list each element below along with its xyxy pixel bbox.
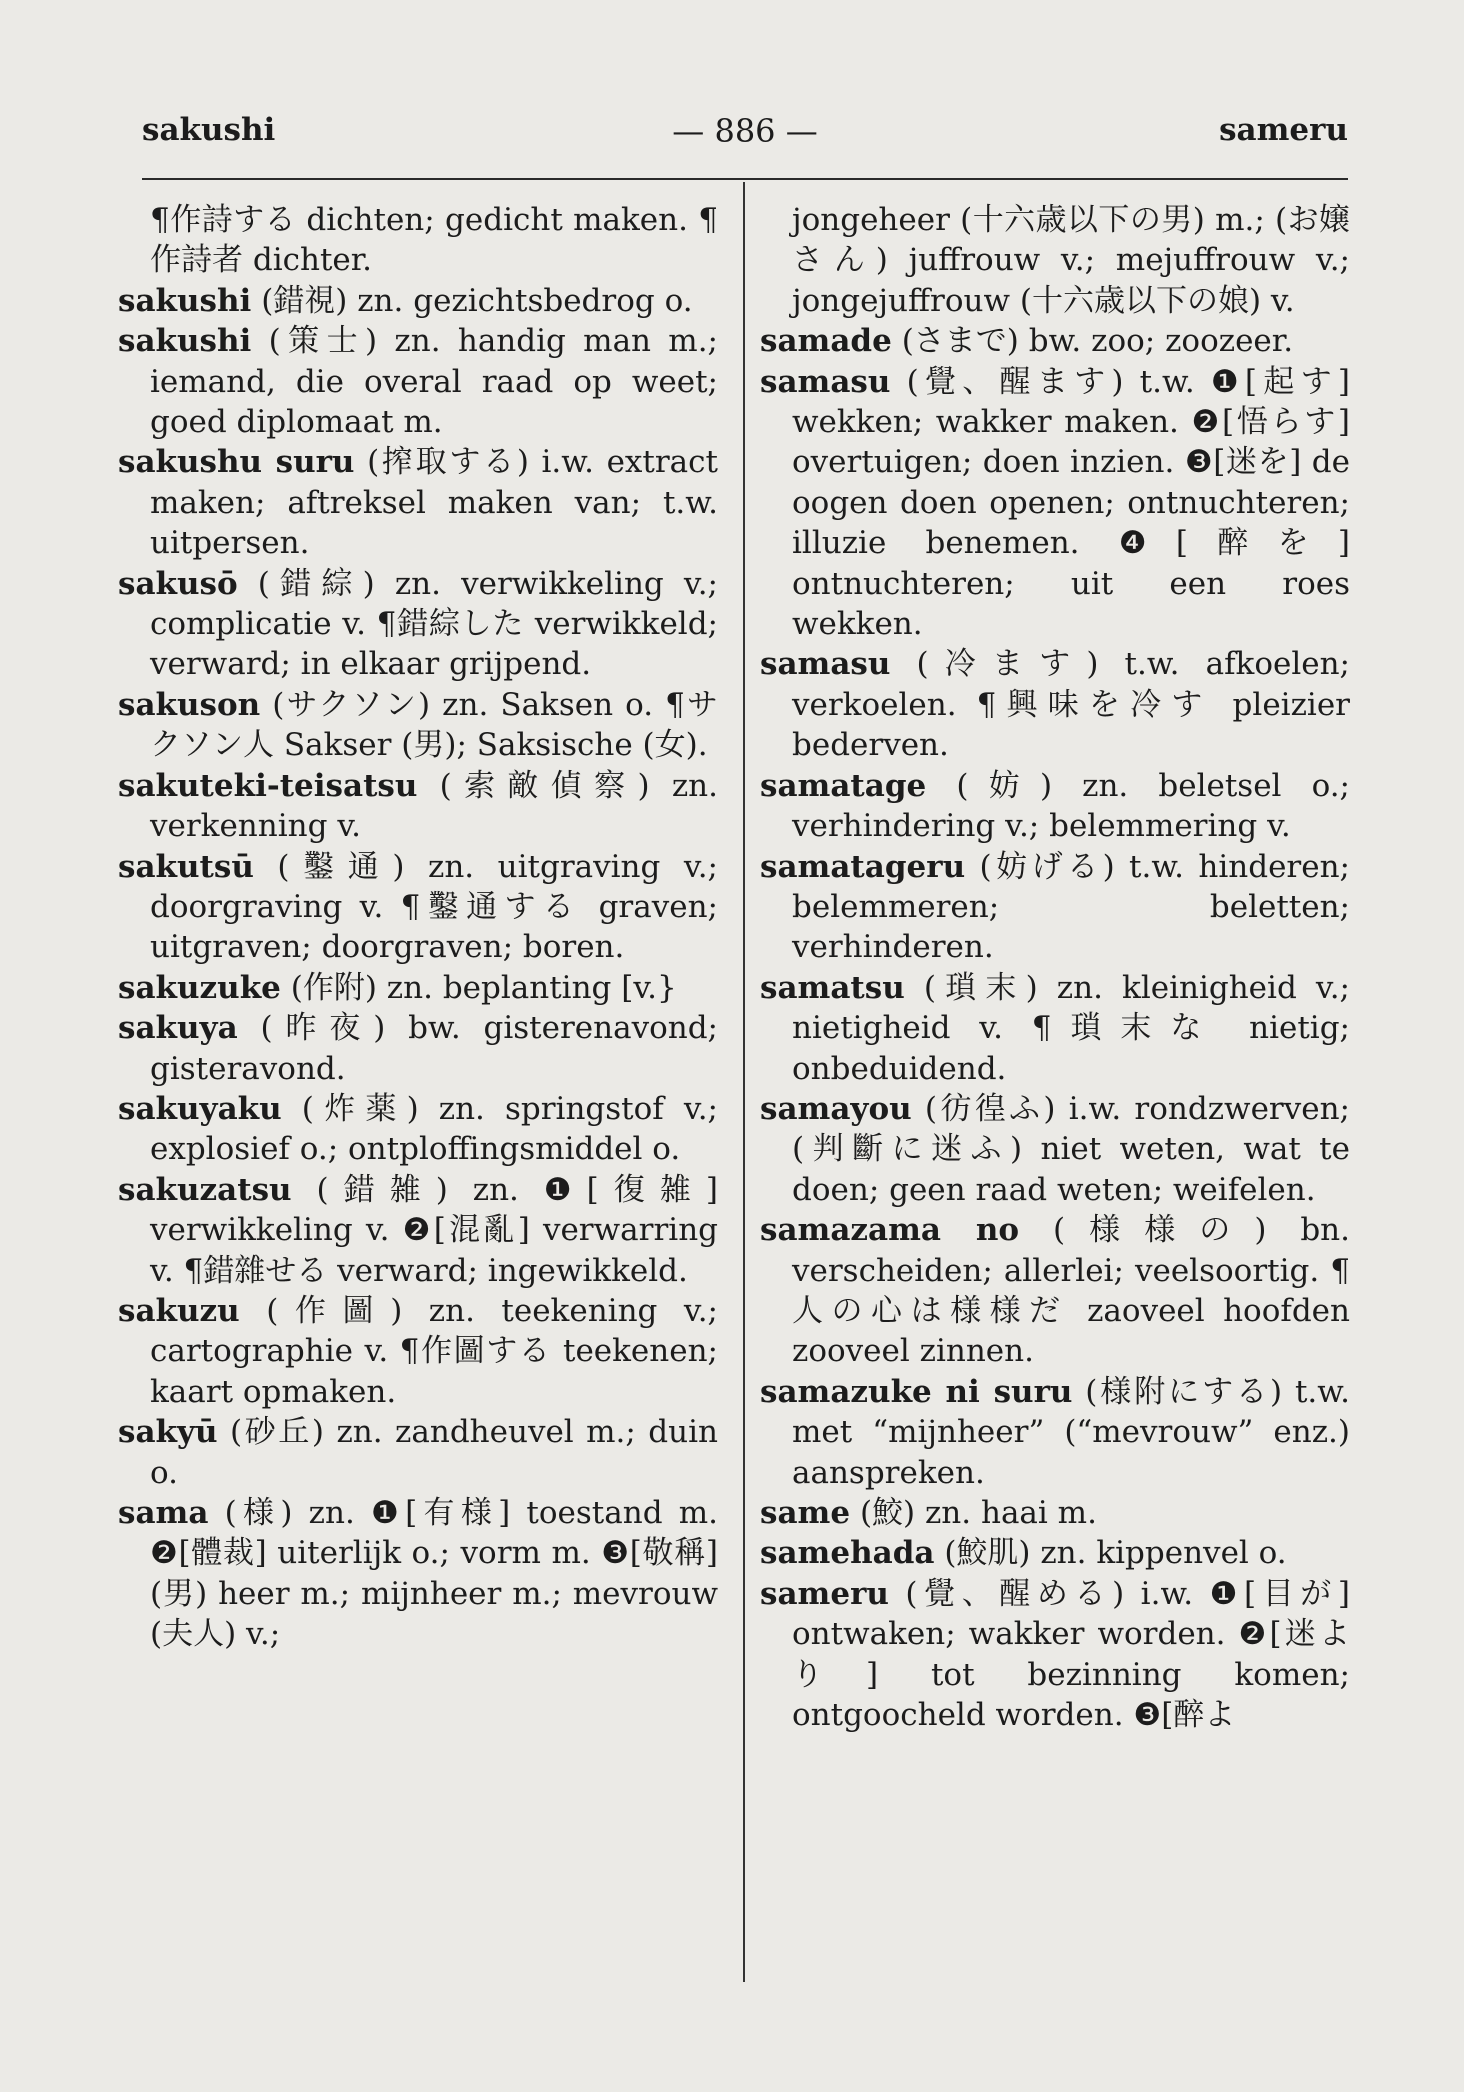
entry-text: jongeheer (十六歳以下の男) m.; (お嬢さん) juffrouw v.; mejuffrouw v.; jongejuffrouw (十六歳以下の娘) v. — [792, 202, 1350, 319]
entry-text: (錯綜) zn. verwikkeling v.; complicatie v. ¶錯綜した verwikkeld; verward; in elkaar grijpend. — [150, 565, 718, 683]
entry-text: (様附にする) t.w. met “mijnheer” (“mevrouw” enz.) aanspreken. — [792, 1373, 1350, 1491]
column-divider — [743, 182, 745, 1982]
entry-text: (冷ます) t.w. afkoelen; verkoelen. ¶興味を冷す pleizier bederven. — [792, 646, 1351, 764]
entry-text: (様) zn. ❶[有様] toestand m. ❷[體裁] uiterlijk o.; vorm m. ❸[敬稱] (男) heer m.; mijnheer m.; mevrouw (夫人) v.; — [150, 1495, 718, 1653]
right-column — [760, 200, 1350, 1735]
headword: sakuzuke — [118, 969, 281, 1006]
dictionary-entry — [760, 1574, 1350, 1736]
headword: samatage — [760, 767, 927, 804]
dictionary-entry — [760, 968, 1350, 1089]
dictionary-entry — [118, 1089, 718, 1170]
entry-text: (さまで) bw. zoo; zoozeer. — [901, 323, 1294, 360]
dictionary-entry — [760, 1372, 1350, 1493]
entry-text: (サクソン) zn. Saksen o. ¶サクソン人 Sakser (男); Saksische (女). — [150, 686, 719, 764]
dictionary-entry — [118, 1008, 718, 1089]
headword: sakyū — [118, 1414, 218, 1451]
dictionary-entry — [760, 362, 1350, 645]
page-header — [142, 112, 1348, 162]
left-guide-word: sakushi — [142, 112, 276, 148]
headword: samade — [760, 323, 892, 360]
dictionary-entry — [118, 685, 718, 766]
dictionary-entry — [760, 1493, 1350, 1533]
dictionary-entry — [760, 1089, 1350, 1210]
headword: samasu — [760, 646, 891, 683]
headword: sakuya — [118, 1010, 238, 1047]
dictionary-entry — [118, 847, 718, 968]
dictionary-entry — [760, 766, 1350, 847]
headword: samazama no — [760, 1212, 1020, 1249]
entry-text: (覺、醒める) i.w. ❶[目が] ontwaken; wakker worden. ❷[迷より] tot bezinning komen; ontgoocheld worden. ❸[醉よ — [792, 1575, 1351, 1734]
headword: same — [760, 1495, 851, 1531]
dictionary-entry — [118, 1291, 718, 1412]
entry-text: (策士) zn. handig man m.; iemand, die overal raad op weet; goed diplomaat m. — [150, 323, 718, 441]
dictionary-entry — [760, 321, 1350, 361]
dictionary-entry — [760, 847, 1350, 968]
left-column — [118, 200, 718, 1655]
entry-text: ¶作詩する dichten; gedicht maken. ¶作詩者 dichter. — [150, 202, 718, 279]
headword: sakuyaku — [118, 1090, 282, 1127]
headword: sakusō — [118, 565, 238, 602]
headword: samazuke ni suru — [760, 1373, 1073, 1410]
headword: sakushu suru — [118, 444, 355, 481]
entry-text: (作附) zn. beplanting [v.} — [290, 969, 677, 1006]
headword: samehada — [760, 1535, 935, 1572]
entry-text: (瑣末) zn. kleinigheid v.; nietigheid v. ¶瑣末な nietig; onbeduidend. — [792, 969, 1350, 1087]
entry-text: (鮫) zn. haai m. — [859, 1495, 1097, 1531]
page-number: — 886 — — [672, 112, 818, 150]
header-rule — [142, 178, 1348, 180]
headword: sakushi — [118, 282, 252, 319]
dictionary-entry — [760, 1210, 1350, 1372]
headword: sakuteki-teisatsu — [118, 767, 418, 804]
dictionary-entry — [760, 200, 1350, 321]
dictionary-entry — [118, 1493, 718, 1655]
dictionary-entry — [118, 766, 718, 847]
entry-text: (索敵偵察) zn. verkenning v. — [150, 767, 718, 845]
dictionary-entry — [118, 281, 718, 321]
entry-text: (妨げる) t.w. hinderen; belemmeren; beletten; verhinderen. — [792, 848, 1350, 966]
headword: samasu — [760, 363, 891, 400]
entry-text: (昨夜) bw. gisterenavond; gisteravond. — [150, 1010, 718, 1087]
dictionary-entry — [118, 1170, 718, 1291]
dictionary-entry — [118, 321, 718, 442]
dictionary-entry — [760, 644, 1350, 765]
entry-text: (錯視) zn. gezichtsbedrog o. — [261, 282, 693, 319]
entry-text: (彷徨ふ) i.w. rondzwerven; (判斷に迷ふ) niet weten, wat te doen; geen raad weten; weifelen. — [792, 1090, 1350, 1208]
dictionary-entry — [118, 968, 718, 1008]
headword: samayou — [760, 1090, 912, 1127]
entry-text: (鮫肌) zn. kippenvel o. — [944, 1535, 1287, 1572]
headword: sakutsū — [118, 848, 254, 885]
entry-text: (覺、醒ます) t.w. ❶[起す] wekken; wakker maken. ❷[悟らす] overtuigen; doen inzien. ❸[迷を] de oogen doen openen; ontnuchteren; illuzie benemen. ❹[醉を] ontnuchteren; uit een roes wekken. — [792, 363, 1350, 643]
entry-text: (搾取する) i.w. extract maken; aftreksel maken van; t.w. uitpersen. — [150, 444, 718, 562]
right-guide-word: sameru — [1219, 112, 1348, 148]
entry-text: (砂丘) zn. zandheuvel m.; duin o. — [150, 1414, 718, 1491]
headword: sakushi — [118, 323, 252, 360]
headword: samatsu — [760, 969, 905, 1006]
dictionary-entry — [118, 1412, 718, 1493]
entry-text: (様様の) bn. verscheiden; allerlei; veelsoortig. ¶人の心は様様だ zaoveel hoofden zooveel zinnen. — [792, 1212, 1350, 1370]
dictionary-entry — [760, 1533, 1350, 1573]
dictionary-entry — [118, 200, 718, 281]
headword: sakuzatsu — [118, 1171, 292, 1208]
headword: samatageru — [760, 848, 966, 885]
entry-text: (作圖) zn. teekening v.; cartographie v. ¶作圖する teekenen; kaart opmaken. — [150, 1292, 718, 1410]
headword: sama — [118, 1495, 209, 1531]
headword: sakuzu — [118, 1292, 240, 1329]
headword: sakuson — [118, 686, 261, 723]
entry-text: (炸薬) zn. springstof v.; explosief o.; ontploffingsmiddel o. — [150, 1090, 718, 1168]
dictionary-entry — [118, 442, 718, 563]
entry-text: (妨) zn. beletsel o.; verhindering v.; belemmering v. — [792, 767, 1350, 845]
headword: sameru — [760, 1575, 889, 1612]
dictionary-entry — [118, 564, 718, 685]
entry-text: (錯雑) zn. ❶[復雑] verwikkeling v. ❷[混亂] verwarring v. ¶錯雜せる verward; ingewikkeld. — [150, 1171, 719, 1289]
entry-text: (鑿通) zn. uitgraving v.; doorgraving v. ¶鑿通する graven; uitgraven; doorgraven; boren. — [150, 848, 718, 966]
